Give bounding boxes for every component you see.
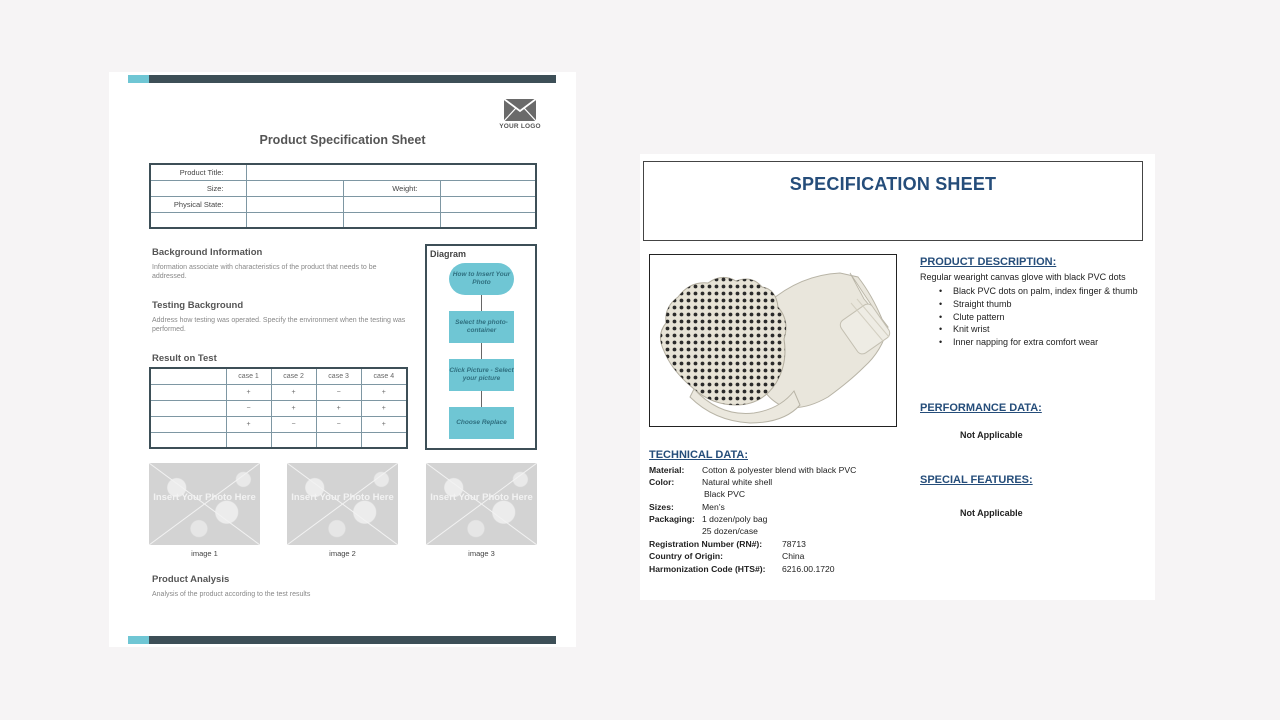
logo — [497, 99, 543, 130]
photo-caption: image 1 — [191, 549, 218, 558]
title-box — [643, 161, 1143, 241]
photo-placeholder[interactable] — [287, 463, 398, 545]
table-cell[interactable] — [150, 212, 246, 228]
product-title-value[interactable] — [246, 164, 536, 180]
result-table — [149, 367, 408, 449]
technical-row-material — [649, 465, 856, 475]
product-image-frame — [649, 254, 897, 427]
table-cell — [226, 432, 271, 448]
table-cell — [150, 384, 226, 400]
column-header: case 4 — [361, 368, 407, 384]
list-item: • Black PVC dots on palm, index finger & thumb — [937, 285, 1147, 298]
table-cell[interactable] — [343, 212, 440, 228]
photo-placeholder[interactable] — [149, 463, 260, 545]
photo-caption: image 2 — [329, 549, 356, 558]
weight-label: Weight: — [343, 180, 440, 196]
testing-heading: Testing Background — [152, 300, 244, 311]
technical-row-packaging-2 — [702, 526, 758, 536]
background-heading: Background Information — [152, 247, 263, 258]
list-item: • Clute pattern — [937, 311, 1147, 324]
table-cell: + — [361, 384, 407, 400]
technical-row-rn — [649, 539, 806, 549]
table-cell[interactable] — [246, 212, 343, 228]
diagram-connector — [481, 295, 482, 311]
diagram-step-end: Choose Replace — [449, 407, 514, 439]
technical-row-color — [649, 477, 772, 487]
table-cell — [271, 432, 316, 448]
table-cell: + — [271, 400, 316, 416]
list-item: • Straight thumb — [937, 298, 1147, 311]
diagram-connector — [481, 343, 482, 359]
rn-value: 78713 — [782, 539, 806, 549]
result-heading: Result on Test — [152, 353, 217, 364]
band-accent — [128, 75, 149, 83]
top-color-band — [128, 75, 556, 83]
photo-placeholder-text: Insert Your Photo Here — [430, 492, 533, 503]
packaging-value-2: 25 dozen/case — [702, 526, 758, 536]
column-header: case 1 — [226, 368, 271, 384]
table-cell — [150, 368, 226, 384]
table-cell: + — [361, 400, 407, 416]
origin-value: China — [782, 551, 805, 561]
page-title: Product Specification Sheet — [259, 133, 426, 147]
cross-lines-icon — [149, 463, 260, 545]
background-text: Information associate with characteristics of the product that needs to be addressed. — [152, 264, 377, 280]
product-title-label: Product Title: — [150, 164, 246, 180]
table-cell[interactable] — [440, 196, 536, 212]
technical-row-color-2 — [704, 489, 745, 499]
packaging-value: 1 dozen/poly bag — [702, 514, 768, 524]
diagram-step: Click Picture - Select your picture — [449, 359, 514, 391]
table-cell: − — [316, 416, 361, 432]
material-label: Material: — [649, 465, 685, 475]
table-cell: + — [226, 416, 271, 432]
technical-row-hts — [649, 564, 835, 574]
performance-heading: PERFORMANCE DATA: — [920, 402, 1042, 414]
table-cell: − — [226, 400, 271, 416]
color-value-2: Black PVC — [704, 489, 746, 499]
packaging-label: Packaging: — [649, 514, 695, 524]
technical-row-sizes — [649, 502, 725, 512]
origin-label: Country of Origin: — [649, 551, 723, 561]
table-cell[interactable] — [343, 196, 440, 212]
table-cell: + — [316, 400, 361, 416]
photo-placeholder[interactable] — [426, 463, 537, 545]
cross-lines-icon — [426, 463, 537, 545]
product-info-table — [149, 163, 537, 229]
special-features-value: Not Applicable — [960, 508, 1023, 518]
photo-placeholder-text: Insert Your Photo Here — [291, 492, 394, 503]
rn-label: Registration Number (RN#): — [649, 539, 763, 549]
table-cell — [150, 432, 226, 448]
size-label: Size: — [150, 180, 246, 196]
column-header: case 3 — [316, 368, 361, 384]
analysis-heading: Product Analysis — [152, 574, 230, 585]
diagram-step: Select the photo-container — [449, 311, 514, 343]
testing-text: Address how testing was operated. Specify the environment when the testing was performed. — [152, 317, 406, 333]
special-features-heading: SPECIAL FEATURES: — [920, 474, 1033, 486]
table-cell: − — [316, 384, 361, 400]
performance-value: Not Applicable — [960, 430, 1023, 440]
list-item: • Inner napping for extra comfort wear — [937, 336, 1147, 349]
weight-value[interactable] — [440, 180, 536, 196]
page-title: SPECIFICATION SHEET — [789, 174, 997, 194]
envelope-icon — [504, 99, 536, 121]
sizes-value: Men’s — [702, 502, 725, 512]
photo-placeholder-text: Insert Your Photo Here — [153, 492, 256, 503]
diagram-title: Diagram — [430, 249, 467, 259]
table-row — [150, 400, 407, 416]
table-cell — [150, 400, 226, 416]
table-cell: + — [226, 384, 271, 400]
diagram-connector — [481, 391, 482, 407]
physical-state-label: Physical State: — [150, 196, 246, 212]
size-value[interactable] — [246, 180, 343, 196]
hts-value: 6216.00.1720 — [782, 564, 835, 574]
analysis-text: Analysis of the product according to the test results — [152, 591, 311, 598]
product-spec-sheet-template — [109, 72, 576, 647]
material-value: Cotton & polyester blend with black PVC — [702, 465, 857, 475]
table-cell[interactable] — [246, 196, 343, 212]
table-row — [150, 416, 407, 432]
glove-icon — [650, 255, 896, 426]
table-cell — [316, 432, 361, 448]
band-accent — [128, 636, 149, 644]
list-item: • Knit wrist — [937, 323, 1147, 336]
table-header-row — [150, 368, 407, 384]
logo-text: YOUR LOGO — [499, 123, 541, 130]
product-description-intro: Regular wearight canvas glove with black PVC dots — [920, 272, 1126, 282]
color-label: Color: — [649, 477, 675, 487]
diagram-step-start: How to Insert Your Photo — [449, 263, 514, 295]
table-cell: − — [271, 416, 316, 432]
color-value: Natural white shell — [702, 477, 773, 487]
sizes-label: Sizes: — [649, 502, 674, 512]
photo-caption: image 3 — [468, 549, 495, 558]
table-cell: + — [271, 384, 316, 400]
table-cell — [361, 432, 407, 448]
diagram-box — [425, 244, 537, 450]
table-cell — [150, 416, 226, 432]
table-cell: + — [361, 416, 407, 432]
hts-label: Harmonization Code (HTS#): — [649, 564, 766, 574]
product-description-heading: PRODUCT DESCRIPTION: — [920, 256, 1057, 268]
technical-row-packaging — [649, 514, 767, 524]
product-description-list — [937, 285, 1147, 349]
glove-spec-sheet — [640, 154, 1155, 600]
technical-row-origin — [649, 551, 804, 561]
table-row — [150, 384, 407, 400]
technical-data-heading: TECHNICAL DATA: — [649, 449, 748, 461]
column-header: case 2 — [271, 368, 316, 384]
table-cell[interactable] — [440, 212, 536, 228]
cross-lines-icon — [287, 463, 398, 545]
bottom-color-band — [128, 636, 556, 644]
table-row — [150, 432, 407, 448]
